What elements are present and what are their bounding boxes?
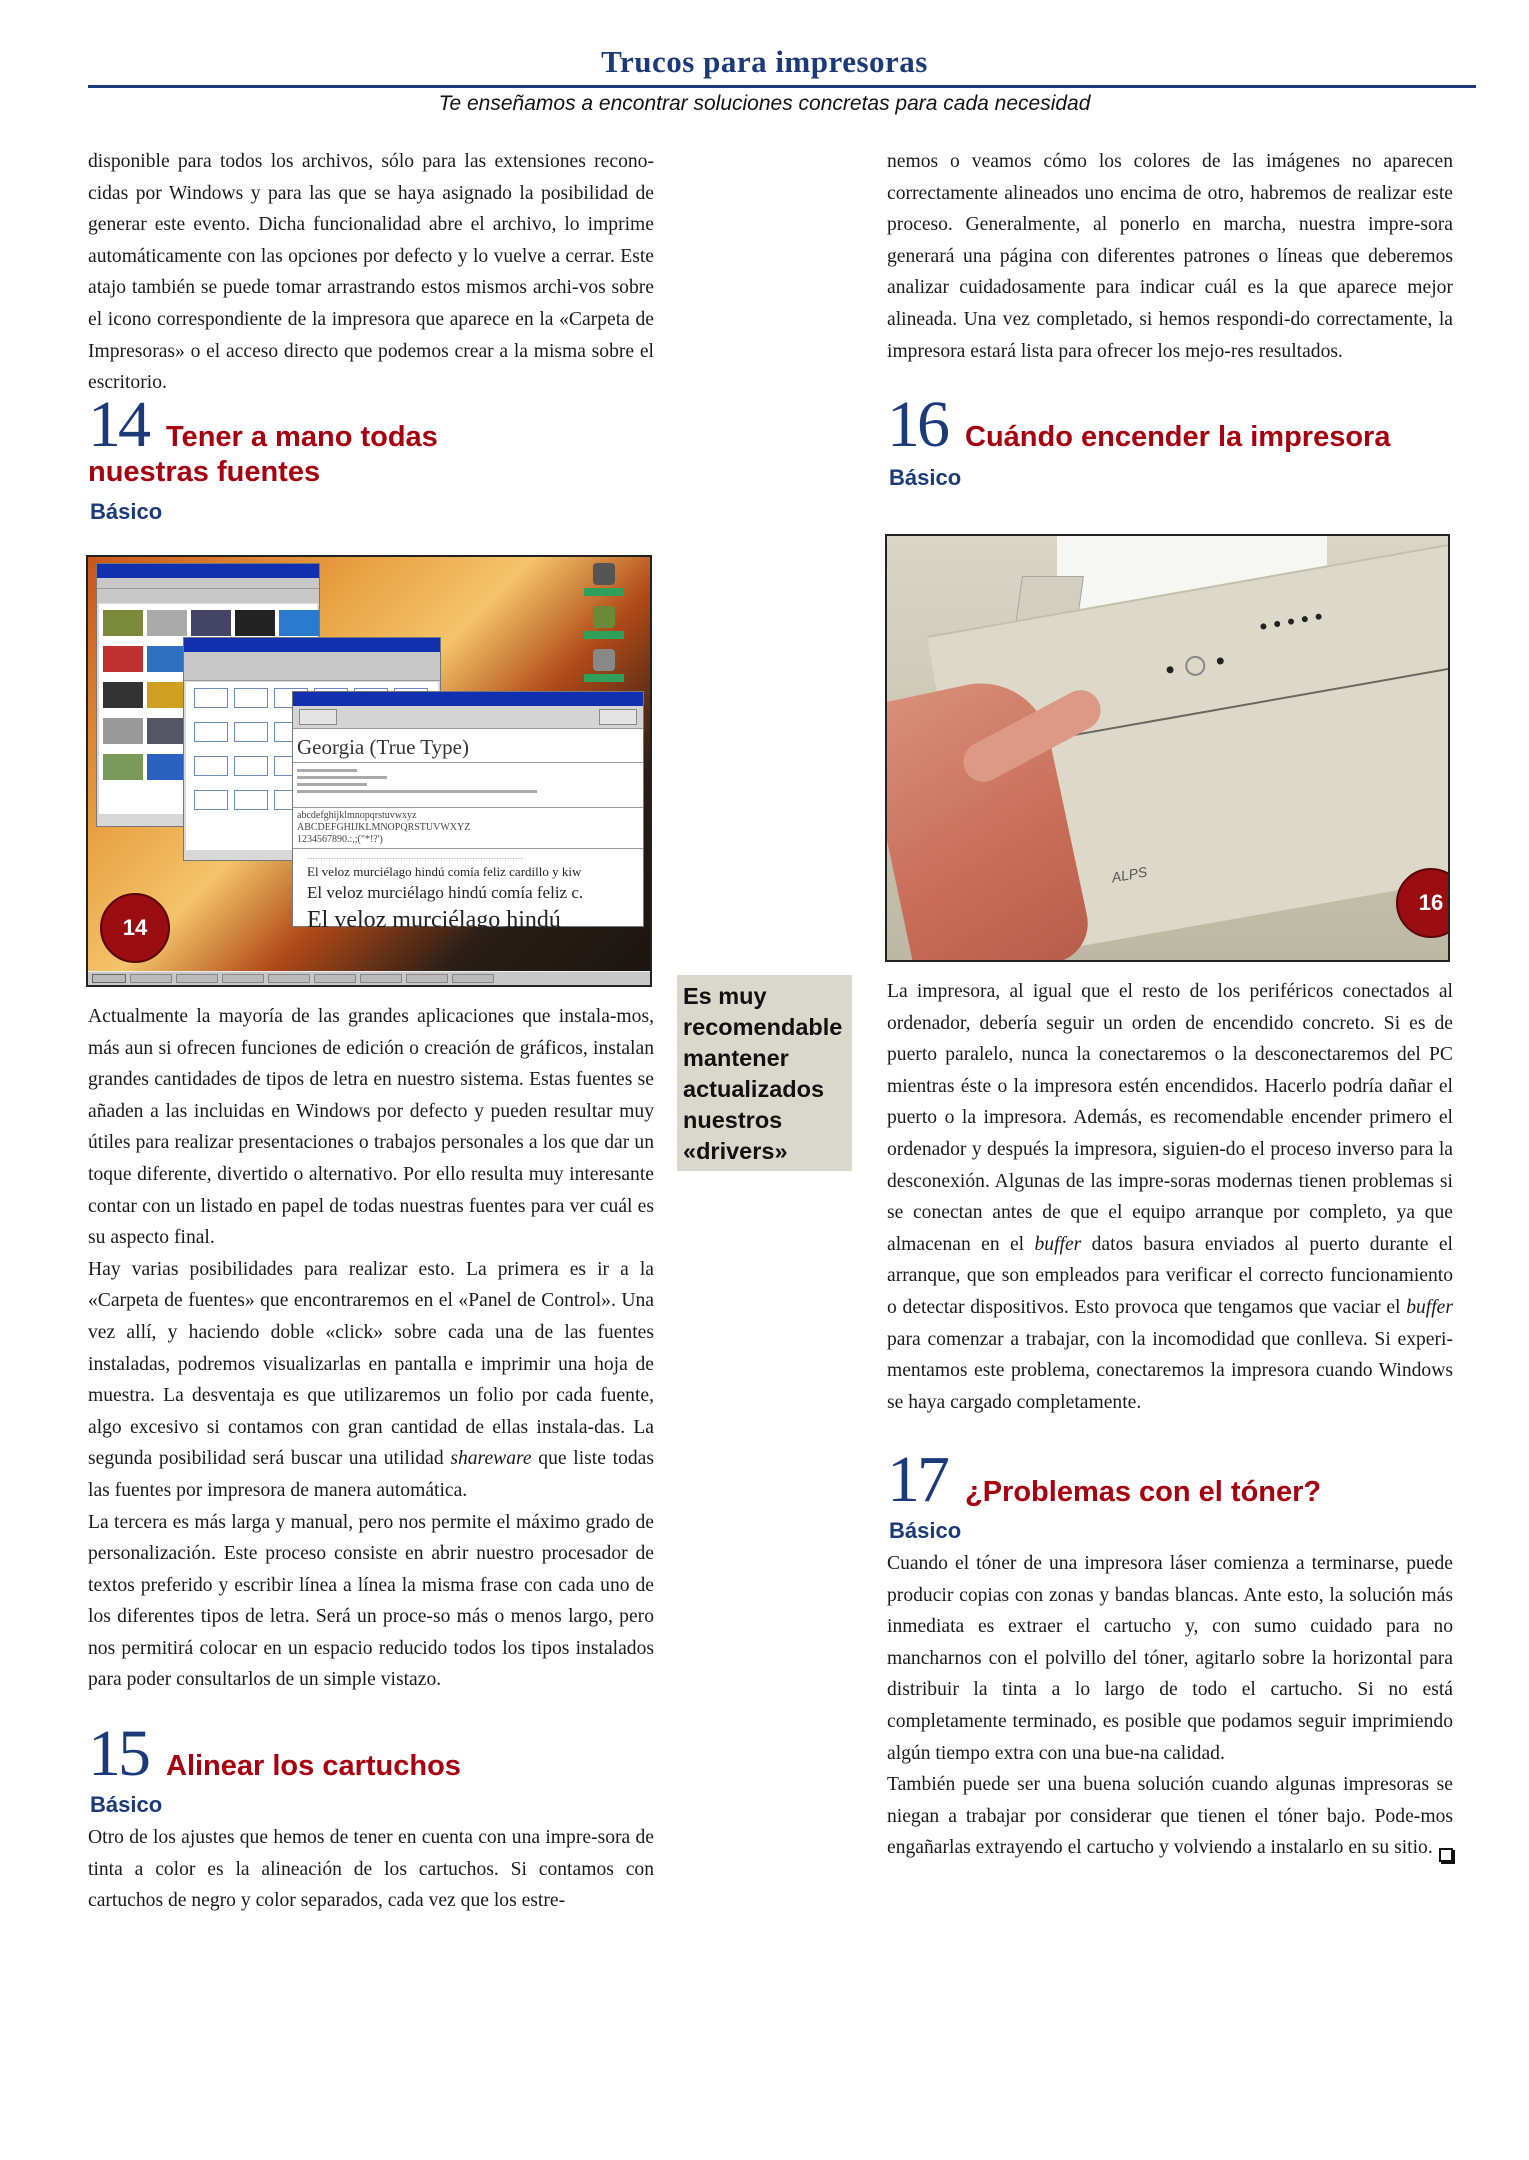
section-16-heading bbox=[887, 388, 1453, 495]
alphabet-lower: abcdefghijklmnopqrstuvwxyz bbox=[297, 810, 417, 821]
difficulty-level: Básico bbox=[889, 465, 962, 490]
page-subtitle: Te enseñamos a encontrar soluciones concretas para cada necesidad bbox=[438, 92, 1091, 115]
text-span: para comenzar a trabajar, con la incomodidad que conlleva. Si experi-mentamos este problema, conectaremos la impresora cuando Windows se haya cargado completamente. bbox=[887, 1328, 1453, 1413]
alphabet-upper: ABCDEFGHIJKLMNOPQRSTUVWXYZ bbox=[297, 822, 471, 833]
font-preview-window: Georgia (True Type) abcdefghijklmnopqrstuvwxyz ABCDEFGHIJKLMNOPQRSTUVWXYZ 1234567890.:,;("*!?') ……………………………………………………………………… El veloz murciélago hindú comía feliz cardillo y kiw El veloz murciélago hindú comía feliz c. El veloz murciélago hindú bbox=[292, 691, 644, 927]
difficulty-level: Básico bbox=[889, 1518, 962, 1543]
section-number: 16 bbox=[887, 388, 947, 461]
fonts-screenshot-figure bbox=[86, 555, 652, 987]
section-16-body bbox=[887, 976, 1453, 1418]
sample-line-medium: El veloz murciélago hindú comía feliz c. bbox=[307, 883, 584, 902]
text-span: Hay varias posibilidades para realizar esto. La primera es ir a la «Carpeta de fuentes» que encontraremos en el «Panel de Control». Una vez allí, y haciendo doble «click» sobre cada una de las fuentes instaladas, podremos visualizarlas en pantalla e imprimir una hoja de muestra. La desventaja es que utilizaremos un folio por cada fuente, algo excesivo si contamos con gran cantidad de ellas instala-das. La segunda posibilidad será buscar una utilidad bbox=[88, 1258, 654, 1470]
section-15-paragraph-1: Otro de los ajustes que hemos de tener en cuenta con una impre-sora de tinta a color es la alineación de los cartuchos. Si contamos con cartuchos de negro y color separados, cada vez que los estre- bbox=[88, 1827, 654, 1912]
printer-photo-figure bbox=[885, 534, 1450, 962]
section-14-paragraph-1: Actualmente la mayoría de las grandes aplicaciones que instala-mos, más aun si ofrecen funciones de edición o creación de gráficos, instalan grandes cantidades de tipos de letra en nuestro sistema. Estas fuentes se añaden a las incluidas en Windows por defecto y pueden resultar muy útiles para realizar presentaciones o trabajos personales a los que dar un toque diferente, divertido o alternativo. Por ello resulta muy interesante contar con un listado en papel de todas nuestras fuentes para ver cuál es su aspecto final. bbox=[88, 1006, 654, 1249]
section-16-paragraph-1 bbox=[887, 976, 1453, 1418]
intro-paragraph: nemos o veamos cómo los colores de las imágenes no aparecen correctamente alineados uno encima de otro, habremos de realizar este proceso. Generalmente, al ponerlo en marcha, nuestra impre-sora generará una página con diferentes patrones o líneas que deberemos analizar cuidadosamente para indicar cuál es la que aparece mejor alineada. Una vez completado, si hemos respondi-do correctamente, la impresora estará lista para ofrecer los mejo-res resultados. bbox=[887, 151, 1453, 362]
italic-term: buffer bbox=[1034, 1233, 1082, 1255]
italic-term: buffer bbox=[1406, 1296, 1453, 1318]
page-title: Trucos para impresoras bbox=[601, 44, 928, 79]
section-14-heading bbox=[88, 388, 654, 529]
intro-paragraph: disponible para todos los archivos, sólo para las extensiones recono-cidas por Windows y para las que se haya asignado la posibilidad de generar este evento. Dicha funcionalidad abre el archivo, lo imprime automáticamente con las opciones por defecto y lo vuelve a cerrar. Este atajo también se puede tomar arrastrando estos mismos archi-vos sobre el icono correspondiente de la impresora que aparece en la «Carpeta de Impresoras» o el acceso directo que podemos crear a la misma sobre el escritorio. bbox=[88, 151, 654, 394]
left-column-intro bbox=[88, 146, 654, 399]
digits: 1234567890.:,;("*!?') bbox=[297, 834, 383, 845]
figure-badge-14: 14 bbox=[100, 893, 170, 963]
section-14-paragraph-3: La tercera es más larga y manual, pero nos permite el máximo grado de personalización. Este proceso consiste en abrir nuestro procesador de textos preferido y escribir línea a línea la misma frase con cada uno de los diferentes tipos de letra. Será un proce-so más o menos largo, pero nos permitirá colocar en un espacio reducido todos los tipos instalados para poder consultarlos de un simple vistazo. bbox=[88, 1511, 654, 1691]
section-17-paragraph-1: Cuando el tóner de una impresora láser comienza a terminarse, puede producir copias con zonas y bandas blancas. Ante esto, la solución más inmediata es extraer el cartucho y, con sumo cuidado para no mancharnos con el polvillo del tóner, agitarlo sobre la horizontal para distribuir la tinta a lo largo de todo el cartucho. Si no está completamente terminado, es posible que podamos seguir imprimiendo algún tiempo extra con una bue-na calidad. bbox=[887, 1553, 1453, 1764]
font-preview-title: Georgia (True Type) bbox=[293, 729, 643, 763]
text-span: La impresora, al igual que el resto de los periféricos conectados al ordenador, debería seguir un orden de encendido concreto. Si es de puerto paralelo, nunca la conectaremos o la desconectaremos del PC mientras éste o la impresora estén encendidos. Hacerlo podría dañar el puerto o la impresora. Además, es recomendable encender primero el ordenador y después la impresora, siguien-do el proceso inverso para la desconexión. Algunas de las impre-soras modernas tienen problemas si se conectan antes de que el equipo arranque por completo, ya que almacenan en el bbox=[887, 981, 1453, 1255]
right-column-intro bbox=[887, 146, 1453, 367]
section-title: Tener a mano todas bbox=[166, 421, 438, 453]
section-number: 14 bbox=[88, 388, 148, 461]
figure-badge-16: 16 bbox=[1396, 868, 1450, 938]
section-title-line2: nuestras fuentes bbox=[88, 456, 321, 488]
difficulty-level: Básico bbox=[90, 1792, 163, 1817]
printer-brand: ALPS bbox=[1110, 863, 1149, 886]
section-17-paragraph-2: También puede ser una buena solución cuando algunas impresoras se niegan a trabajar por considerar que tienen el tóner bajo. Pode-mos engañarlas extrayendo el cartucho y volviendo a instalarlo en su sitio. bbox=[887, 1774, 1453, 1859]
section-14-paragraph-2 bbox=[88, 1254, 654, 1507]
section-title: ¿Problemas con el tóner? bbox=[965, 1476, 1322, 1508]
section-15 bbox=[88, 1717, 654, 1917]
section-title: Alinear los cartuchos bbox=[166, 1750, 461, 1782]
section-number: 17 bbox=[887, 1443, 947, 1516]
section-14-body bbox=[88, 1001, 654, 1696]
text-span: datos basura enviados al puerto durante el arranque, que son empleados para verificar el correcto funcionamiento o detectar dispositivos. Esto provoca que tengamos que vaciar el bbox=[887, 1233, 1453, 1318]
text-span: que liste todas las fuentes por impresora de manera automática. bbox=[88, 1448, 655, 1501]
header-rule bbox=[88, 85, 1476, 88]
taskbar bbox=[88, 971, 650, 985]
section-number: 15 bbox=[88, 1717, 148, 1790]
end-of-article-icon bbox=[1439, 1848, 1453, 1862]
difficulty-level: Básico bbox=[90, 499, 163, 524]
sample-line-small: El veloz murciélago hindú comía feliz cardillo y kiw bbox=[307, 864, 582, 879]
pull-quote: Es muy recomendable mantener actualizados nuestros «drivers» bbox=[677, 975, 852, 1171]
section-17 bbox=[887, 1443, 1453, 1864]
italic-term: shareware bbox=[450, 1448, 532, 1470]
section-title: Cuándo encender la impresora bbox=[965, 421, 1391, 453]
sample-line-large: El veloz murciélago hindú bbox=[307, 907, 561, 933]
